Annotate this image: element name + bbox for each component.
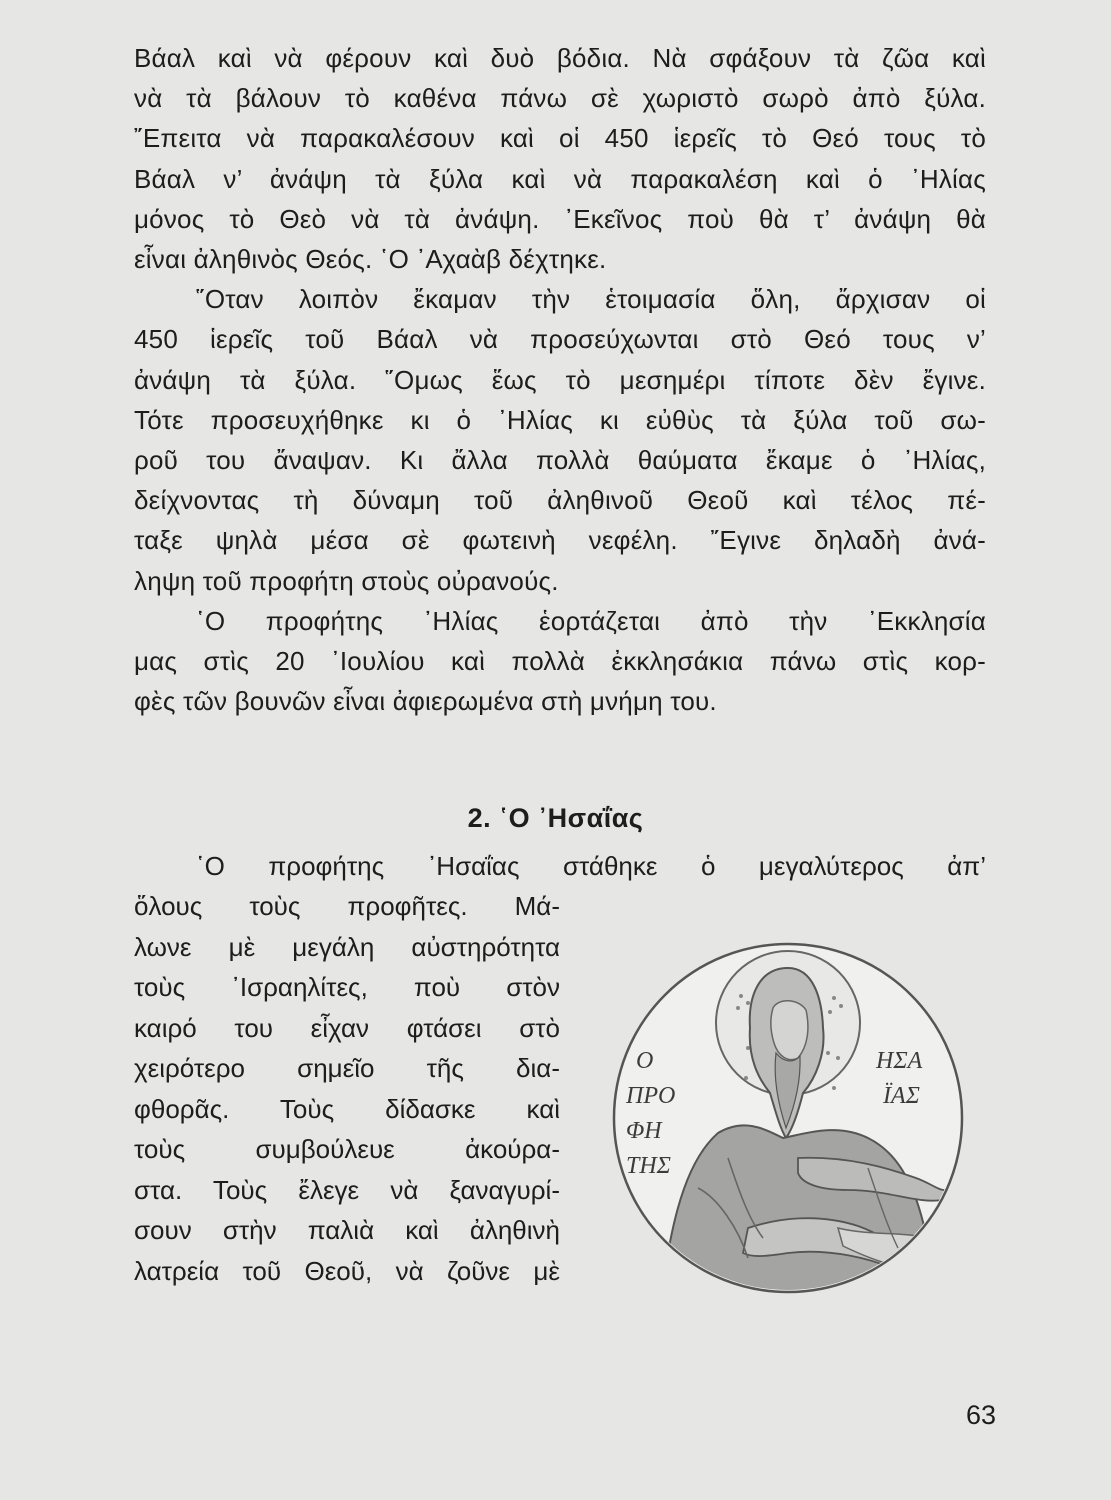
text-line: δείχνοντας τὴ δύναμη τοῦ ἀληθινοῦ Θεοῦ καὶ τέλος πέ- [134, 485, 986, 516]
icon-inscription-left-3: ΤΗΣ [626, 1153, 671, 1179]
section-heading: 2. ῾Ο ᾿Ησαΐας [467, 803, 644, 833]
icon-inscription-right-1: ΪΑΣ [883, 1083, 920, 1109]
text-line: Βάαλ καὶ νὰ φέρουν καὶ δυὸ βόδια. Νὰ σφάξουν τὰ ζῶα καὶ [134, 43, 986, 73]
text-line: ταξε ψηλὰ μέσα σὲ φωτεινὴ νεφέλη. ῎Εγινε δηλαδὴ ἀνά- [134, 525, 986, 556]
prophet-icon-illustration [598, 928, 978, 1318]
text-line: μας στὶς 20 ᾿Ιουλίου καὶ πολλὰ ἐκκλησάκια πάνω στὶς κορ- [134, 646, 986, 677]
text-line: 450 ἱερεῖς τοῦ Βάαλ νὰ προσεύχωνται στὸ Θεό τους ν’ [134, 324, 986, 355]
icon-inscription-left-2: ΦΗ [626, 1118, 662, 1144]
paragraph-isaiah-intro [134, 846, 986, 886]
text-line: ῎Επειτα νὰ παρακαλέσουν καὶ οἱ 450 ἱερεῖς τὸ Θεό τους τὸ [134, 123, 986, 154]
body-text-narrow [134, 886, 560, 1291]
text-line: ἀνάψη τὰ ξύλα. ῞Ομως ἕως τὸ μεσημέρι τίποτε δὲν ἔγινε. [134, 364, 986, 395]
text-line: ῾Ο προφήτης ᾿Ησαΐας στάθηκε ὁ μεγαλύτερος ἀπ’ [196, 851, 986, 881]
icon-inscription-left-1: ΠΡΟ [626, 1083, 676, 1109]
text-line: τοὺς ᾿Ισραηλίτες, ποὺ στὸν [134, 972, 560, 1002]
text-line: Τότε προσευχήθηκε κι ὁ ᾿Ηλίας κι εὐθὺς τὰ ξύλα τοῦ σω- [134, 404, 986, 435]
text-line: νὰ τὰ βάλουν τὸ καθένα πάνω σὲ χωριστὸ σωρὸ ἀπὸ ξύλα. [134, 83, 986, 114]
text-line: ῾Ο προφήτης ᾿Ηλίας ἑορτάζεται ἀπὸ τὴν ᾿Εκκλησία [196, 605, 986, 636]
icon-inscription-right-0: ΗΣΑ [876, 1048, 923, 1074]
page-number: 63 [966, 1400, 997, 1430]
body-text-top [134, 38, 986, 721]
text-line: εἶναι ἀληθινὸς Θεός. ῾Ο ᾿Αχαὰβ δέχτηκε. [134, 244, 607, 275]
text-line: τοὺς συμβούλευε ἀκούρα- [134, 1134, 560, 1164]
icon-inscription-left-0: Ο [636, 1048, 654, 1074]
text-line: σουν στὴν παλιὰ καὶ ἀληθινὴ [134, 1215, 560, 1245]
text-line: καιρό του εἶχαν φτάσει στὸ [134, 1012, 560, 1043]
text-line: ὅλους τοὺς προφῆτες. Μά- [134, 891, 560, 921]
text-line: χειρότερο σημεῖο τῆς δια- [134, 1053, 560, 1083]
text-line: λωνε μὲ μεγάλη αὐστηρότητα [134, 931, 560, 962]
text-line: λατρεία τοῦ Θεοῦ, νὰ ζοῦνε μὲ [134, 1255, 560, 1286]
text-line: ροῦ του ἄναψαν. Κι ἄλλα πολλὰ θαύματα ἔκαμε ὁ ᾿Ηλίας, [134, 445, 986, 476]
text-line: στα. Τοὺς ἔλεγε νὰ ξαναγυρί- [134, 1174, 560, 1205]
text-line: φθορᾶς. Τοὺς δίδασκε καὶ [134, 1093, 560, 1124]
text-line: ῞Οταν λοιπὸν ἔκαμαν τὴν ἑτοιμασία ὅλη, ἄρχισαν οἱ [196, 284, 986, 315]
prophet-isaiah-icon-image [598, 928, 978, 1318]
text-line: μόνος τὸ Θεὸ νὰ τὰ ἀνάψη. ᾿Εκεῖνος ποὺ θὰ τ’ ἀνάψη θὰ [134, 203, 986, 234]
text-line: φὲς τῶν βουνῶν εἶναι ἀφιερωμένα στὴ μνήμη του. [134, 686, 717, 717]
text-line: ληψη τοῦ προφήτη στοὺς οὐρανούς. [134, 565, 559, 596]
text-line: Βάαλ ν’ ἀνάψη τὰ ξύλα καὶ νὰ παρακαλέση καὶ ὁ ᾿Ηλίας [134, 163, 986, 194]
